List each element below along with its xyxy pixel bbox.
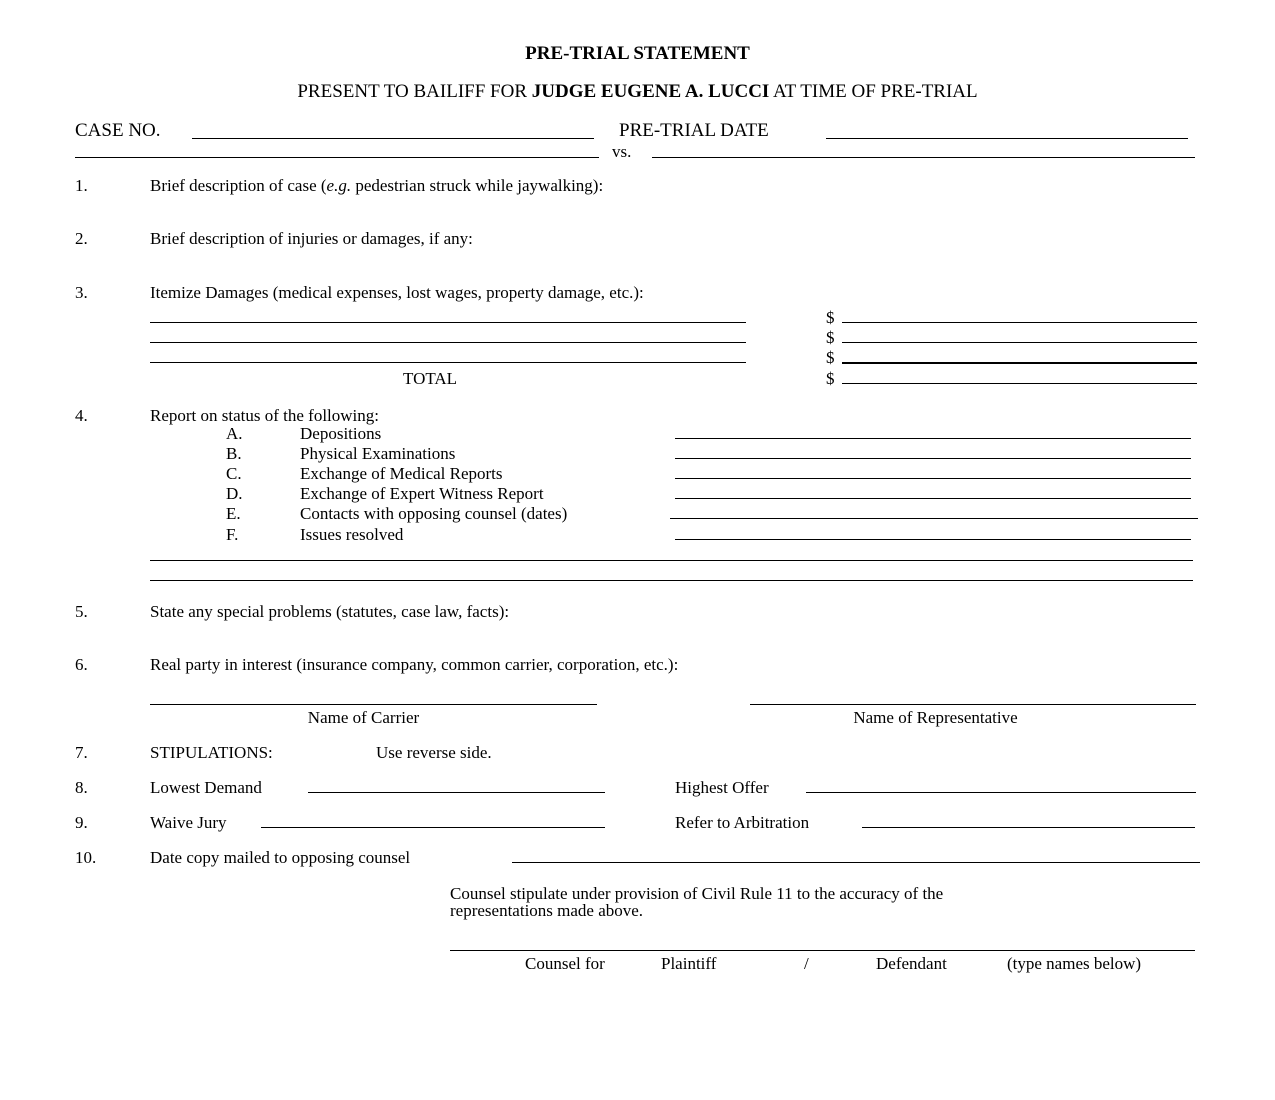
subitem-label: Issues resolved [300,525,404,544]
currency-symbol: $ [826,308,835,327]
item-4-text: Report on status of the following: [150,406,380,425]
plaintiff-name-field[interactable] [75,157,599,158]
item-2-text: Brief description of injuries or damages, if any: [150,229,473,248]
instruction-prefix: PRESENT TO BAILIFF FOR [297,81,528,102]
type-names-note: (type names below) [1007,954,1142,973]
item-6-number: 6. [75,655,88,674]
vs-label: vs. [612,142,632,161]
instruction-suffix: AT TIME OF PRE-TRIAL [773,81,978,102]
item-8-number: 8. [75,778,88,797]
item-3-text: Itemize Damages (medical expenses, lost wages, property damage, etc.): [150,283,644,302]
total-amount-field[interactable] [842,383,1197,384]
subitem-letter: E. [226,504,241,523]
item-2-number: 2. [75,229,88,248]
item-3-number: 3. [75,283,88,302]
stipulations-note: Use reverse side. [376,743,492,762]
item-6-text: Real party in interest (insurance company, common carrier, corporation, etc.): [150,655,679,674]
status-notes-field[interactable] [150,560,1193,561]
damage-item-field[interactable] [150,322,746,323]
subitem-letter: B. [226,444,242,463]
status-notes-field[interactable] [150,580,1193,581]
currency-symbol: $ [826,328,835,347]
subitem-label: Exchange of Expert Witness Report [300,484,544,503]
refer-arbitration-label: Refer to Arbitration [675,813,810,832]
subitem-status-field[interactable] [675,478,1191,479]
currency-symbol: $ [826,369,835,388]
subitem-status-field[interactable] [670,518,1198,519]
certification-line-1: Counsel stipulate under provision of Civil Rule 11 to the accuracy of the [450,884,944,903]
subitem-status-field[interactable] [675,458,1191,459]
lowest-demand-label: Lowest Demand [150,778,262,797]
subitem-letter: F. [226,525,239,544]
page-title: PRE-TRIAL STATEMENT [525,43,750,64]
highest-offer-field[interactable] [806,792,1196,793]
judge-name: JUDGE EUGENE A. LUCCI [531,81,770,102]
pretrial-date-label: PRE-TRIAL DATE [619,120,769,141]
subitem-label: Depositions [300,424,382,443]
waive-jury-label: Waive Jury [150,813,227,832]
separator-slash: / [804,954,809,973]
counsel-signature-field[interactable] [450,950,1195,951]
item-5-number: 5. [75,602,88,621]
damage-amount-field[interactable] [842,362,1197,364]
certification-line-2: representations made above. [450,901,644,920]
representative-caption: Name of Representative [853,708,1018,727]
item-1-number: 1. [75,176,88,195]
defendant-name-field[interactable] [652,157,1195,158]
pretrial-date-field[interactable] [826,138,1188,139]
currency-symbol: $ [826,348,835,367]
lowest-demand-field[interactable] [308,792,605,793]
date-mailed-field[interactable] [512,862,1200,863]
subitem-status-field[interactable] [675,438,1191,439]
item-10-number: 10. [75,848,97,867]
refer-arbitration-field[interactable] [862,827,1195,828]
carrier-name-field[interactable] [150,704,597,705]
item-1-text: Brief description of case (e.g. pedestrian struck while jaywalking): [150,176,604,195]
subitem-label: Contacts with opposing counsel (dates) [300,504,568,523]
item-4-number: 4. [75,406,88,425]
item-9-number: 9. [75,813,88,832]
waive-jury-field[interactable] [261,827,605,828]
carrier-caption: Name of Carrier [307,708,420,727]
subitem-label: Exchange of Medical Reports [300,464,503,483]
item-5-text: State any special problems (statutes, case law, facts): [150,602,510,621]
counsel-for-label: Counsel for [525,954,605,973]
subitem-letter: A. [226,424,243,443]
instruction-line [0,82,1275,101]
subitem-letter: D. [226,484,243,503]
case-no-field[interactable] [192,138,594,139]
damage-amount-field[interactable] [842,322,1197,323]
plaintiff-label: Plaintiff [661,954,717,973]
case-no-label: CASE NO. [75,120,161,141]
subitem-label: Physical Examinations [300,444,456,463]
damage-item-field[interactable] [150,362,746,363]
subitem-status-field[interactable] [675,498,1191,499]
defendant-label: Defendant [876,954,947,973]
subitem-status-field[interactable] [675,539,1191,540]
damage-amount-field[interactable] [842,342,1197,343]
item-10-text: Date copy mailed to opposing counsel [150,848,411,867]
item-7-number: 7. [75,743,88,762]
subitem-letter: C. [226,464,242,483]
representative-name-field[interactable] [750,704,1196,705]
damage-item-field[interactable] [150,342,746,343]
highest-offer-label: Highest Offer [675,778,769,797]
total-label: TOTAL [403,369,458,388]
stipulations-label: STIPULATIONS: [150,743,273,762]
